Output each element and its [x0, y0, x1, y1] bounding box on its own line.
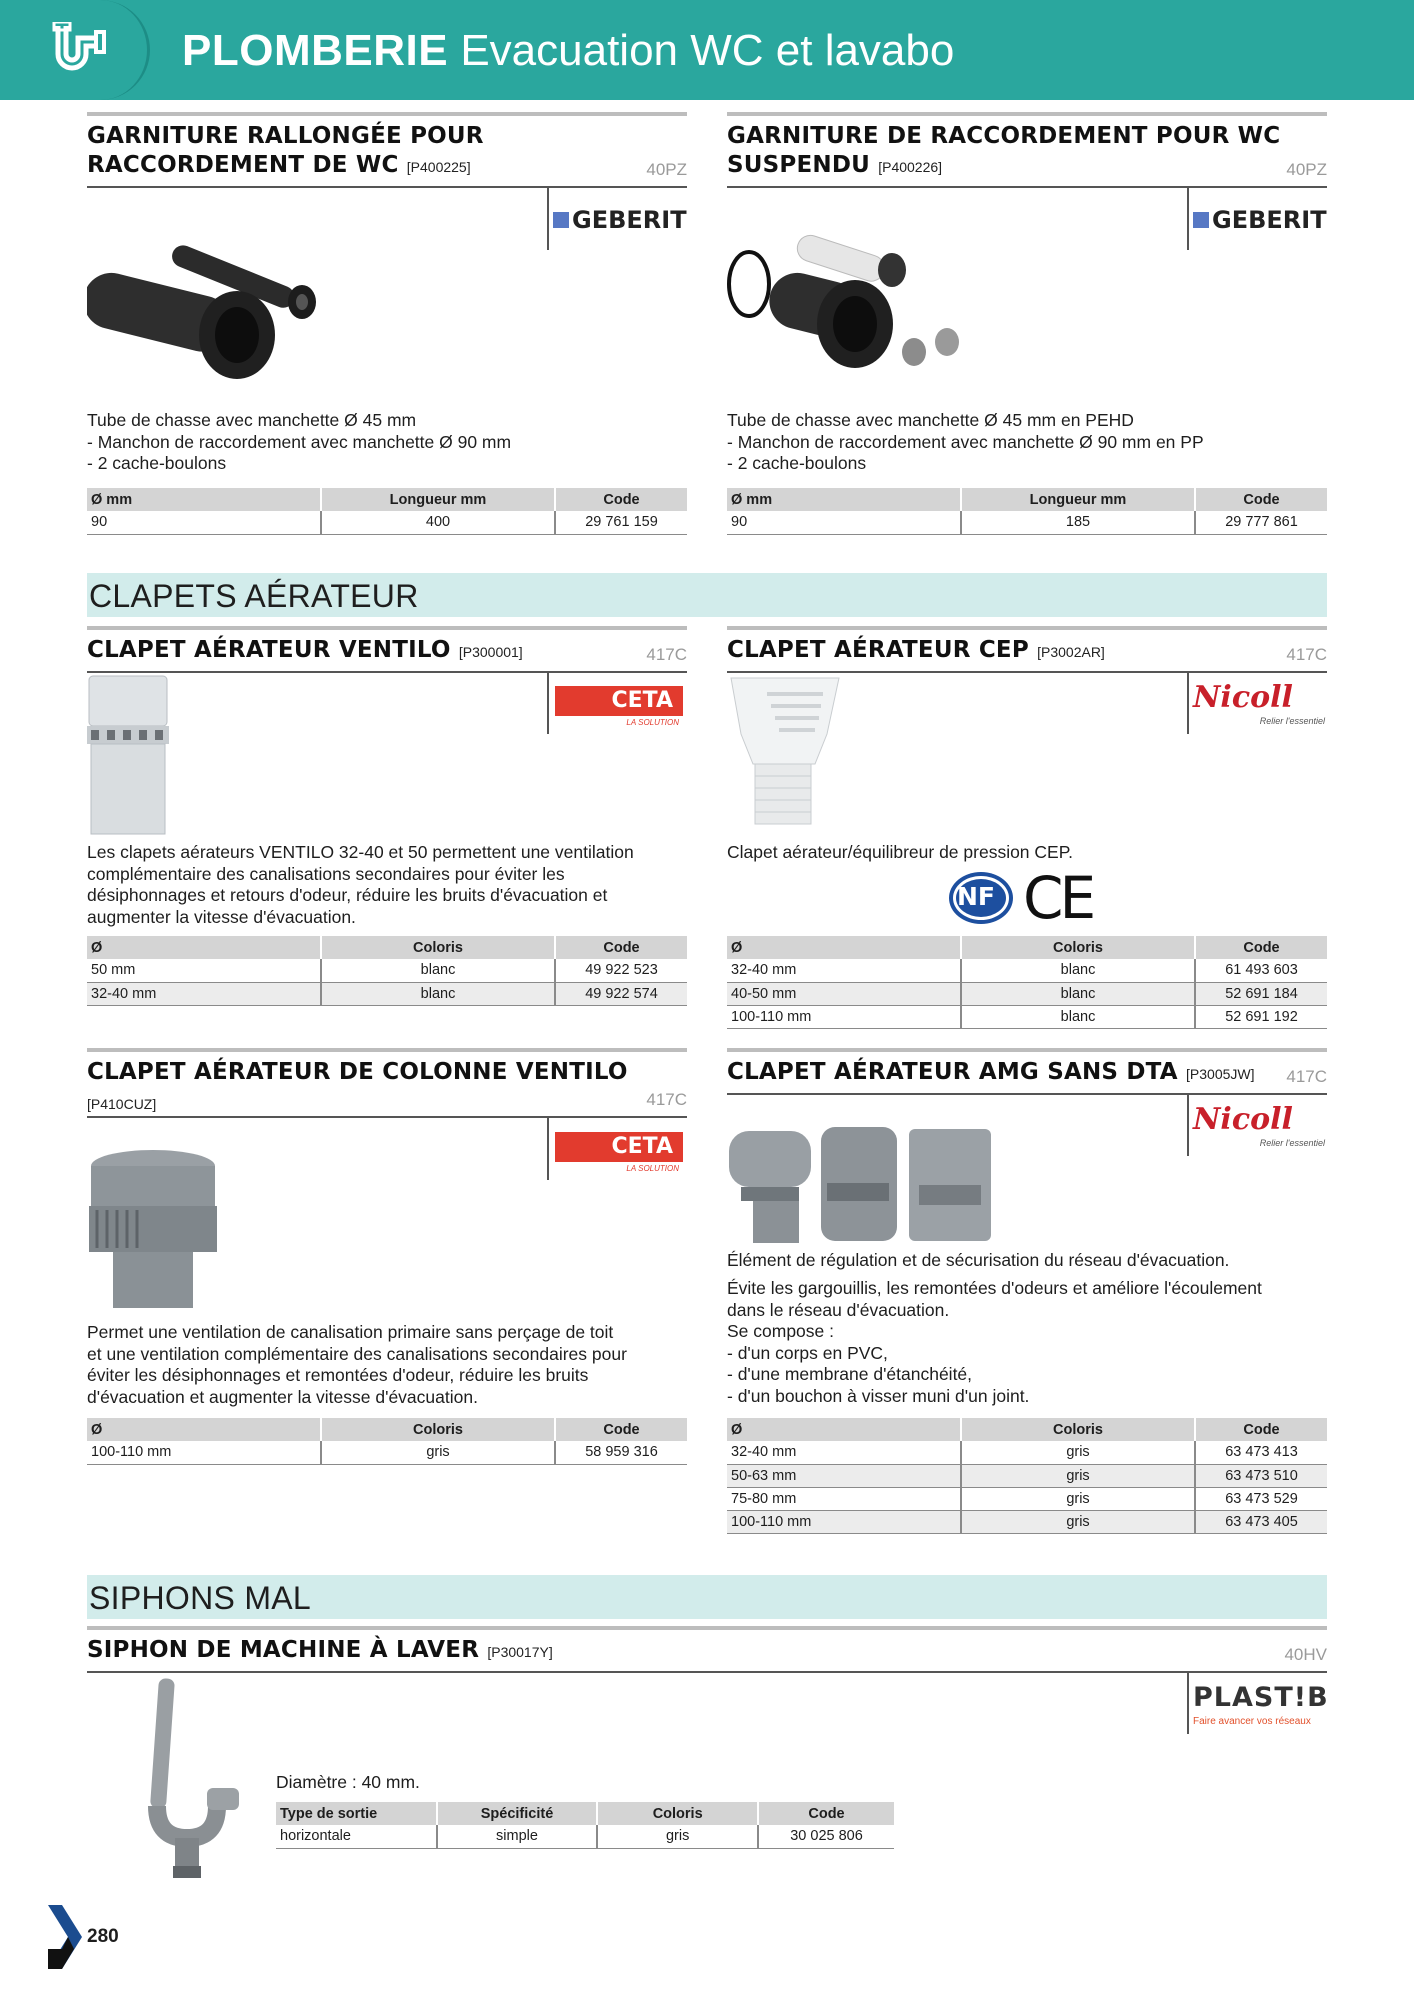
- product-code: 40PZ: [1286, 160, 1327, 179]
- product-title: CLAPET AÉRATEUR CEP [P3002AR]: [727, 637, 1105, 663]
- product-code: 417C: [646, 1090, 687, 1109]
- page-number: 280: [87, 1926, 119, 1947]
- product-title: SIPHON DE MACHINE À LAVER [P30017Y]: [87, 1637, 553, 1663]
- header-subtitle: Evacuation WC et lavabo: [460, 26, 955, 75]
- brand-name: Nicoll: [1193, 1102, 1293, 1137]
- table-row: 32-40 mm blanc 49 922 574: [87, 982, 687, 1005]
- product-siphon: [87, 1626, 1329, 1845]
- spec-table: Ø Coloris Code 100-110 mm gris 58 959 316: [87, 1418, 687, 1465]
- brand-logo: [547, 188, 687, 250]
- table-row: 50 mm blanc 49 922 523: [87, 959, 687, 982]
- pipe-icon: [52, 22, 112, 80]
- spec-table: Ø mm Longueur mm Code 90 400 29 761 159: [87, 488, 687, 535]
- product-code: 417C: [646, 645, 687, 664]
- product-image: [87, 227, 337, 387]
- table-row: 100-110 mm blanc 52 691 192: [727, 1005, 1327, 1028]
- product-garniture-suspendu: [727, 112, 1327, 531]
- spec-table: Ø Coloris Code 32-40 mm blanc 61 493 603 40-50 mm blanc 52 691 184 100-110 mm blanc 52 691 192: [727, 936, 1327, 1029]
- product-header: [87, 112, 687, 188]
- product-header: [727, 626, 1327, 673]
- table-row: 90 185 29 777 861: [727, 511, 1327, 534]
- table-row: 75-80 mm gris 63 473 529: [727, 1487, 1327, 1510]
- product-clapet-cep: [727, 626, 1327, 1025]
- product-description: Clapet aérateur/équilibreur de pression CEP.: [727, 842, 1073, 862]
- page-title: [182, 26, 954, 76]
- product-header: [87, 1626, 1327, 1673]
- product-title: CLAPET AÉRATEUR DE COLONNE VENTILO: [87, 1059, 628, 1085]
- product-description: Permet une ventilation de canalisation primaire sans perçage de toit et une ventilation complémentaire des canalisations secondaires pour éviter les désiphonnages et remontées d'odeur, réduire les bruits d'évacuation et augmenter la vitesse d'évacuation.: [87, 1322, 627, 1407]
- spec-table: Ø mm Longueur mm Code 90 185 29 777 861: [727, 488, 1327, 535]
- product-description: Tube de chasse avec manchette Ø 45 mm - Manchon de raccordement avec manchette Ø 90 mm - 2 cache-boulons: [87, 410, 512, 473]
- brand-logo: PLAST!B Faire avancer vos réseaux: [1187, 1672, 1327, 1734]
- product-description-lead: Élément de régulation et de sécurisation du réseau d'évacuation.: [727, 1250, 1230, 1270]
- brand-name: GEBERIT: [572, 206, 687, 234]
- table-row: 90 400 29 761 159: [87, 511, 687, 534]
- product-ref: [P3002AR]: [1037, 644, 1105, 660]
- product-image: [87, 1148, 227, 1318]
- product-header: [727, 112, 1327, 188]
- product-ref: [P410CUZ]: [87, 1096, 157, 1112]
- product-clapet-colonne: [87, 1048, 687, 1461]
- table-row: 40-50 mm blanc 52 691 184: [727, 982, 1327, 1005]
- product-header: [87, 626, 687, 673]
- page-header: [0, 0, 1414, 100]
- table-row: 32-40 mm gris 63 473 413: [727, 1441, 1327, 1464]
- product-clapet-ventilo: [87, 626, 687, 1002]
- brand-name: CETA: [555, 686, 683, 716]
- section-clapets: CLAPETS AÉRATEUR: [87, 573, 1327, 617]
- brand-name: CETA: [555, 1132, 683, 1162]
- nf-mark: NF: [957, 882, 996, 911]
- product-image: [727, 212, 977, 392]
- section-siphons: SIPHONS MAL: [87, 1575, 1327, 1619]
- brand-name: Nicoll: [1193, 680, 1293, 715]
- product-description: Les clapets aérateurs VENTILO 32-40 et 50 permettent une ventilation complémentaire des canalisations secondaires pour éviter les désiphonnages et retours d'odeur, réduire les bruits d'évacuation et augmenter la vitesse d'évacuation.: [87, 842, 634, 927]
- product-header: [87, 1048, 687, 1118]
- spec-table: Ø Coloris Code 32-40 mm gris 63 473 413 50-63 mm gris 63 473 510 75-80 mm gris 63 473 529 100-110 mm gris 63 473 405: [727, 1418, 1327, 1534]
- product-ref: [P30017Y]: [487, 1644, 553, 1660]
- table-row: 32-40 mm blanc 61 493 603: [727, 959, 1327, 982]
- product-code: 417C: [1286, 645, 1327, 664]
- brand-name: GEBERIT: [1212, 206, 1327, 234]
- page-arrow-icon: [48, 1905, 84, 1969]
- brand-logo: CETA LA SOLUTION: [547, 672, 687, 734]
- product-code: 417C: [1286, 1067, 1327, 1086]
- header-icon-box: [0, 0, 150, 100]
- product-ref: [P400225]: [406, 159, 471, 175]
- product-ref: [P400226]: [878, 159, 943, 175]
- brand-logo: CETA LA SOLUTION: [547, 1118, 687, 1180]
- brand-logo: [1187, 188, 1327, 250]
- table-row: horizontale simple gris 30 025 806: [276, 1825, 894, 1848]
- product-title: CLAPET AÉRATEUR VENTILO [P300001]: [87, 637, 523, 663]
- table-row: 100-110 mm gris 58 959 316: [87, 1441, 687, 1464]
- product-image: [87, 674, 177, 836]
- product-image: [137, 1678, 247, 1888]
- product-garniture-rallongee: [87, 112, 687, 531]
- product-code: 40HV: [1284, 1645, 1327, 1664]
- product-description: Tube de chasse avec manchette Ø 45 mm en PEHD - Manchon de raccordement avec manchette Ø 90 mm en PP - 2 cache-boulons: [727, 410, 1204, 473]
- product-ref: [P3005JW]: [1186, 1066, 1255, 1082]
- brand-logo: Nicoll Relier l'essentiel: [1187, 672, 1327, 734]
- brand-name: PLAST!B: [1193, 1682, 1329, 1713]
- header-category: PLOMBERIE: [182, 26, 449, 75]
- brand-logo: Nicoll Relier l'essentiel: [1187, 1094, 1327, 1156]
- table-row: 100-110 mm gris 63 473 405: [727, 1510, 1327, 1533]
- product-image: [727, 1123, 997, 1253]
- spec-table: Type de sortie Spécificité Coloris Code horizontale simple gris 30 025 806: [276, 1802, 894, 1849]
- product-title: GARNITURE DE RACCORDEMENT POUR WC SUSPENDU [P400226]: [727, 123, 1281, 178]
- product-description: Évite les gargouillis, les remontées d'odeurs et améliore l'écoulement dans le réseau d'évacuation. Se compose : - d'un corps en PVC, - d'une membrane d'étanchéité, - d'un bouchon à visser muni d'un joint.: [727, 1278, 1262, 1406]
- product-image: [727, 674, 847, 836]
- product-code: 40PZ: [646, 160, 687, 179]
- product-header: [727, 1048, 1327, 1095]
- certifications: [947, 864, 1107, 932]
- table-row: 50-63 mm gris 63 473 510: [727, 1464, 1327, 1487]
- product-ref: [P300001]: [458, 644, 523, 660]
- product-description: Diamètre : 40 mm.: [276, 1772, 420, 1792]
- product-clapet-amg: [727, 1048, 1327, 1530]
- product-title: GARNITURE RALLONGÉE POUR RACCORDEMENT DE WC [P400225]: [87, 123, 484, 178]
- spec-table: Ø Coloris Code 50 mm blanc 49 922 523 32-40 mm blanc 49 922 574: [87, 936, 687, 1006]
- product-title: CLAPET AÉRATEUR AMG SANS DTA [P3005JW]: [727, 1059, 1255, 1085]
- ce-mark: CE: [1023, 864, 1093, 932]
